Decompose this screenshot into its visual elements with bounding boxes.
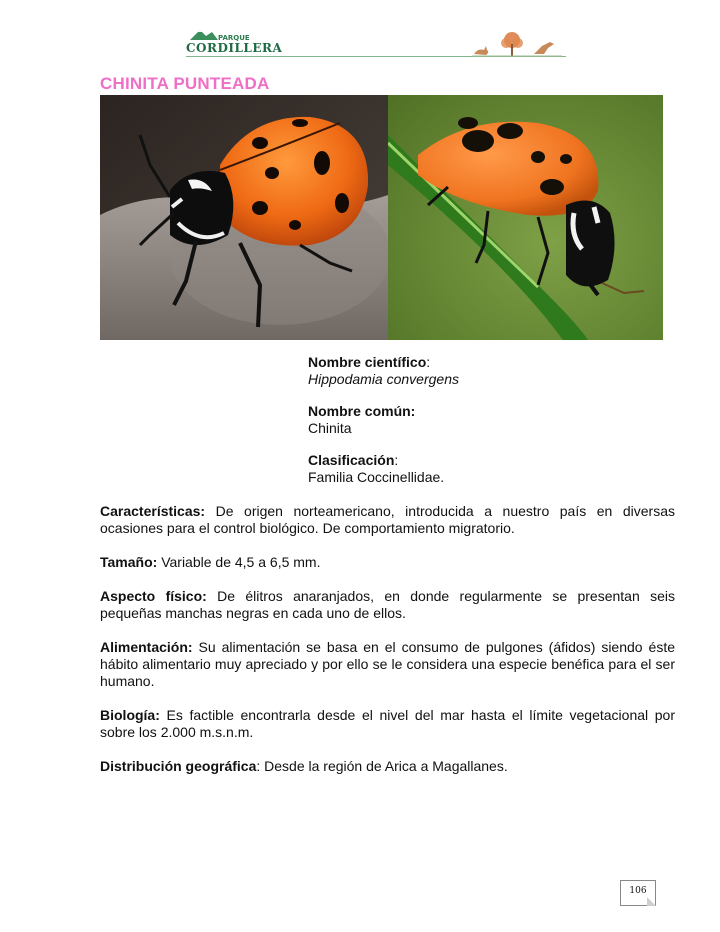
section-label: Características: [100, 503, 206, 519]
section-label: Alimentación: [100, 639, 193, 655]
section-text: De élitros anaranjados, en donde regularmente se presentan seis pequeñas manchas negras en cada uno de ellos. [100, 588, 675, 621]
photo-strip [100, 95, 663, 340]
section-text: Su alimentación se basa en el consumo de pulgones (áfidos) siendo éste hábito alimentario muy apreciado y por ello se le considera una especie benéfica para el ser humano. [100, 639, 675, 689]
section-text: Es factible encontrarla desde el nivel del mar hasta el límite vegetacional por sobre los 2.000 m.s.n.m. [100, 707, 675, 740]
section-tamano [100, 554, 675, 571]
page-number: 106 [629, 886, 647, 896]
section-caracteristicas [100, 503, 675, 537]
page-title: CHINITA PUNTEADA [100, 74, 270, 93]
section-text: : Desde la región de Arica a Magallanes. [256, 758, 508, 774]
classification-label: Clasificación [308, 452, 395, 468]
section-biologia [100, 707, 675, 741]
section-alimentacion [100, 639, 675, 690]
section-aspecto [100, 588, 675, 622]
logo-cordillera-text: CORDILLERA [186, 41, 283, 55]
colon: : [394, 452, 399, 468]
section-label: Biología: [100, 707, 160, 723]
description-body [100, 503, 675, 792]
common-name-label: Nombre común: [308, 403, 416, 419]
page-fold-corner [647, 897, 656, 906]
species-meta [308, 354, 688, 501]
header-fauna-tree-icon [472, 28, 562, 58]
section-distribucion [100, 758, 675, 775]
ladybug-on-leaf-photo [388, 95, 663, 340]
section-text: De origen norteamericano, introducida a nuestro país en diversas ocasiones para el control biológico. De comportamiento migratorio. [100, 503, 675, 536]
classification-row [308, 452, 688, 469]
classification-value: Familia Coccinellidae. [308, 469, 445, 485]
scientific-name-value: Hippodamia convergens [308, 371, 459, 387]
scientific-name-block [308, 354, 688, 388]
section-label: Distribución geográfica [100, 758, 257, 774]
page-header [100, 22, 570, 62]
scientific-name-label: Nombre científico [308, 354, 427, 370]
classification-block [308, 452, 688, 486]
logo-parque-text: PARQUE [218, 34, 250, 42]
section-text: Variable de 4,5 a 6,5 mm. [157, 554, 321, 570]
page-number-badge [620, 880, 656, 906]
common-name-value: Chinita [308, 420, 352, 436]
common-name-block [308, 403, 688, 437]
scientific-name-row [308, 354, 688, 371]
ladybug-on-rock-photo [100, 95, 388, 340]
colon: : [426, 354, 431, 370]
section-label: Aspecto físico: [100, 588, 207, 604]
section-label: Tamaño: [100, 554, 158, 570]
